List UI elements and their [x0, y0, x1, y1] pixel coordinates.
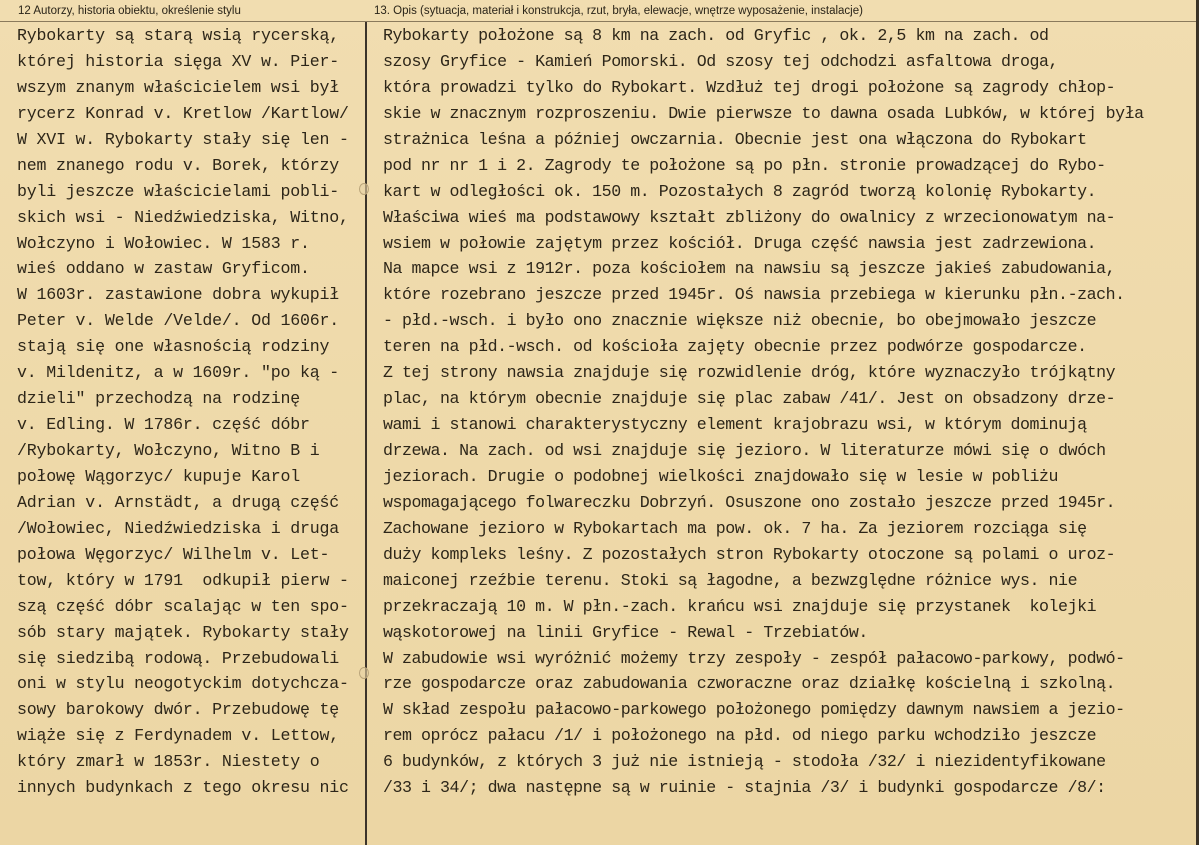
text-line: plac, na którym obecnie znajduje się plac zabaw /41/. Jest on obsadzony drze-: [383, 389, 1116, 409]
text-line: tow, który w 1791 odkupił pierw -: [17, 570, 349, 590]
text-line: wsiem w połowie zajętym przez kościół. Druga część nawsia jest zadrzewiona.: [383, 233, 1097, 253]
text-line: drzewa. Na zach. od wsi znajduje się jezioro. W literaturze mówi się o dwóch: [383, 441, 1106, 460]
text-line: byli jeszcze właścicielami pobli-: [17, 181, 340, 201]
right-section-header: 13. Opis (sytuacja, materiał i konstrukcja, rzut, bryła, elewacje, wnętrze wyposażenie, instalacje): [374, 5, 863, 17]
column-divider: [365, 22, 367, 845]
text-line: innych budynkach z tego okresu nic: [17, 778, 349, 798]
text-line: Zachowane jezioro w Rybokartach ma pow. ok. 7 ha. Za jeziorem rozciąga się: [383, 518, 1087, 538]
text-line: której historia sięga XV w. Pier-: [17, 51, 340, 71]
text-line: wami i stanowi charakterystyczny element krajobrazu wsi, w którym dominują: [383, 415, 1087, 435]
text-line: który zmarł w 1853r. Niestety o: [17, 752, 320, 772]
text-line: skich wsi - Niedźwiedziska, Witno,: [17, 207, 349, 227]
history-column: [17, 23, 362, 801]
text-line: W XVI w. Rybokarty stały się len -: [17, 129, 349, 149]
text-line: Wołczyno i Wołowiec. W 1583 r.: [17, 233, 310, 253]
text-line: Rybokarty położone są 8 km na zach. od Gryfic , ok. 2,5 km na zach. od: [383, 26, 1049, 45]
text-line: oni w stylu neogotyckim dotychcza-: [17, 674, 349, 694]
text-line: która prowadzi tylko do Rybokart. Wzdłuż tej drogi położone są zagrody chłop-: [383, 77, 1116, 97]
text-line: nem znanego rodu v. Borek, którzy: [17, 155, 340, 175]
text-line: /33 i 34/; dwa następne są w ruinie - stajnia /3/ i budynki gospodarcze /8/:: [383, 778, 1106, 798]
text-line: /Rybokarty, Wołczyno, Witno B i: [17, 441, 320, 460]
text-line: sób stary majątek. Rybokarty stały: [17, 622, 349, 642]
text-line: które rozebrano jeszcze przed 1945r. Oś nawsia przebiega w kierunku płn.-zach.: [383, 285, 1125, 305]
text-line: teren na płd.-wsch. od kościoła zajęty obecnie przez podwórze gospodarcze.: [383, 337, 1087, 357]
text-line: - płd.-wsch. i było ono znacznie większe niż obecnie, bo obejmowało jeszcze: [383, 311, 1097, 331]
text-line: połowa Węgorzyc/ Wilhelm v. Let-: [17, 544, 330, 564]
text-line: Adrian v. Arnstädt, a drugą część: [17, 492, 340, 512]
text-line: W 1603r. zastawione dobra wykupił: [17, 285, 340, 305]
header-rule: [0, 21, 1199, 22]
text-line: rycerz Konrad v. Kretlow /Kartlow/: [17, 103, 349, 123]
text-line: 6 budynków, z których 3 już nie istnieją - stodoła /32/ i niezidentyfikowane: [383, 752, 1106, 772]
text-line: wszym znanym właścicielem wsi był: [17, 77, 340, 97]
text-line: pod nr nr 1 i 2. Zagrody te położone są po płn. stronie prowadzącej do Rybo-: [383, 155, 1106, 175]
text-line: duży kompleks leśny. Z pozostałych stron Rybokarty otoczone są polami o uroz-: [383, 544, 1116, 564]
description-column: [383, 23, 1193, 801]
text-line: szą część dóbr scalając w ten spo-: [17, 596, 349, 616]
text-line: połowę Wągorzyc/ kupuje Karol: [17, 466, 300, 486]
text-line: /Wołowiec, Niedźwiedziska i druga: [17, 518, 340, 538]
text-line: wieś oddano w zastaw Gryficom.: [17, 259, 310, 279]
text-line: W zabudowie wsi wyróżnić możemy trzy zespoły - zespół pałacowo-parkowy, podwó-: [383, 648, 1125, 668]
text-line: szosy Gryfice - Kamień Pomorski. Od szosy tej odchodzi asfaltowa droga,: [383, 51, 1059, 71]
text-line: stają się one własnością rodziny: [17, 337, 330, 357]
text-line: Z tej strony nawsia znajduje się rozwidlenie dróg, które wyznaczyło trójkątny: [383, 363, 1116, 383]
text-line: sowy barokowy dwór. Przebudowę tę: [17, 700, 340, 720]
text-line: W skład zespołu pałacowo-parkowego położonego pomiędzy dawnym nawsiem a jezio-: [383, 700, 1125, 720]
text-line: maiconej rzeźbie terenu. Stoki są łagodne, a bezwzględne różnice wys. nie: [383, 570, 1078, 590]
text-line: jeziorach. Drugie o podobnej wielkości znajdowało się w lesie w pobliżu: [383, 466, 1059, 486]
text-line: Na mapce wsi z 1912r. poza kościołem na nawsiu są jeszcze jakieś zabudowania,: [383, 259, 1116, 279]
text-line: przekraczają 10 m. W płn.-zach. krańcu wsi znajduje się przystanek kolejki: [383, 596, 1097, 616]
text-line: dzieli" przechodzą na rodzinę: [17, 389, 300, 409]
text-line: rze gospodarcze oraz zabudowania czworaczne oraz działkę kościelną i szkolną.: [383, 674, 1116, 694]
text-line: wąskotorowej na linii Gryfice - Rewal - Trzebiatów.: [383, 622, 868, 642]
text-line: skie w znacznym rozproszeniu. Dwie pierwsze to dawna osada Lubków, w której była: [383, 103, 1144, 123]
text-line: v. Edling. W 1786r. część dóbr: [17, 415, 310, 435]
text-line: v. Mildenitz, a w 1609r. "po ką -: [17, 363, 340, 383]
text-line: kart w odległości ok. 150 m. Pozostałych 8 zagród tworzą kolonię Rybokarty.: [383, 181, 1097, 201]
text-line: Peter v. Welde /Velde/. Od 1606r.: [17, 311, 340, 331]
text-line: Rybokarty są starą wsią rycerską,: [17, 26, 340, 45]
text-line: wiąże się z Ferdynadem v. Lettow,: [17, 726, 340, 746]
text-line: Właściwa wieś ma podstawowy kształt zbliżony do owalnicy z wrzecionowatym na-: [383, 207, 1116, 227]
text-line: strażnica leśna a później owczarnia. Obecnie jest ona włączona do Rybokart: [383, 129, 1087, 149]
text-line: wspomagającego folwareczku Dobrzyń. Osuszone ono zostało jeszcze przed 1945r.: [383, 492, 1116, 512]
text-line: się siedzibą rodową. Przebudowali: [17, 648, 340, 668]
text-line: rem oprócz pałacu /1/ i położonego na płd. od niego parku wchodziło jeszcze: [383, 726, 1097, 746]
left-section-header: 12 Autorzy, historia obiektu, określenie stylu: [18, 5, 241, 17]
